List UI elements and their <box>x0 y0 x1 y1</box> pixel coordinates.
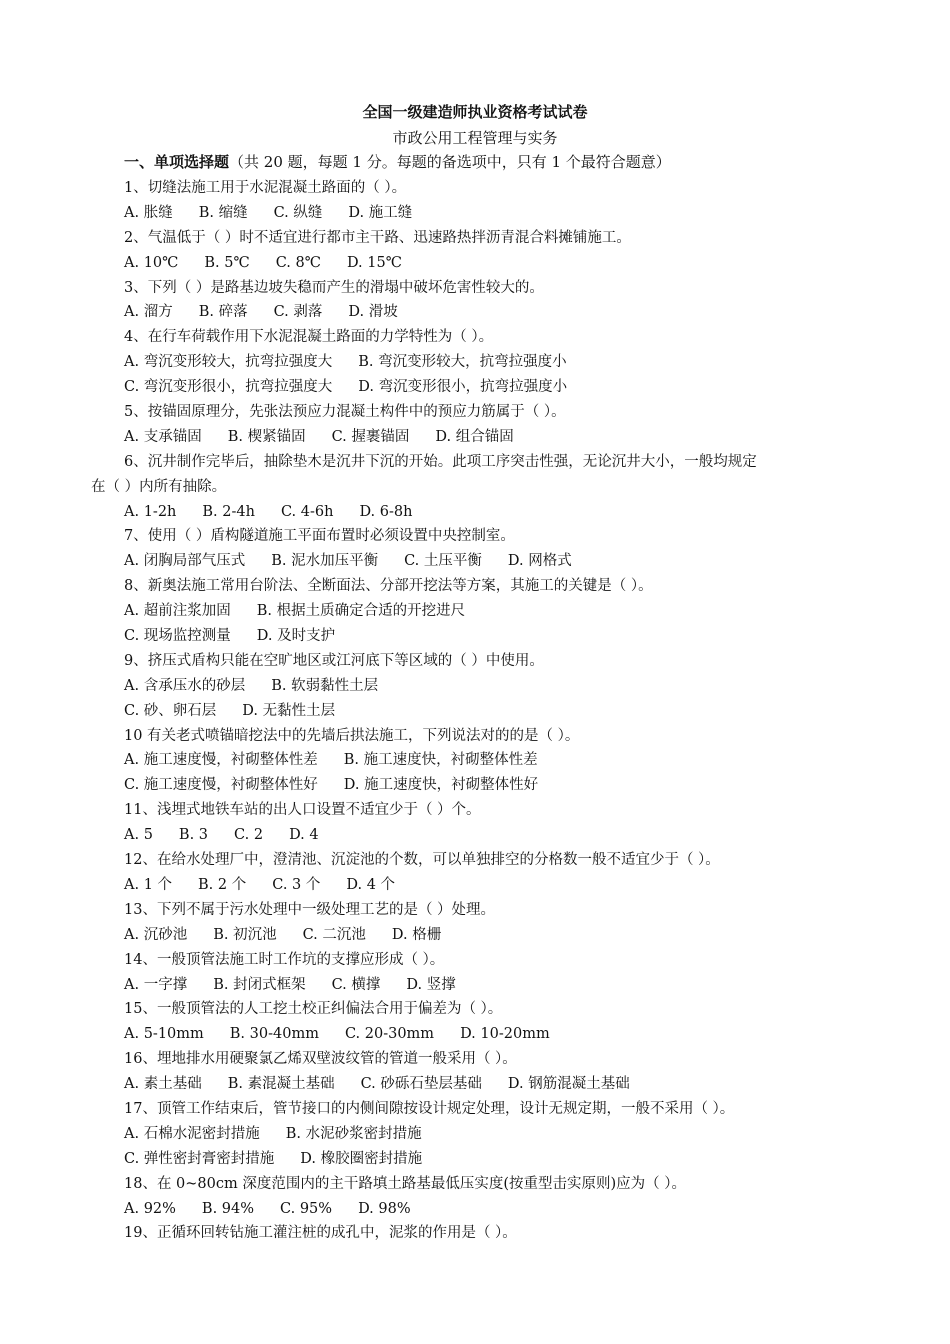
question-text: 12、在给水处理厂中，澄清池、沉淀池的个数，可以单独排空的分格数一般不适宜少于（ ）。 <box>124 852 720 869</box>
answer-option: D. 组合锚固 <box>435 428 514 445</box>
answer-option: D. 4 个 <box>346 876 396 893</box>
answer-option: D. 竖撑 <box>406 976 456 993</box>
answer-option: C. 二沉池 <box>302 926 366 943</box>
answer-option: D. 施工速度快，衬砌整体性好 <box>343 777 539 794</box>
option-row <box>91 773 871 798</box>
answer-option: B. 软弱黏性土层 <box>271 677 379 694</box>
answer-option: A. 一字撑 <box>124 976 188 993</box>
option-row <box>91 1122 871 1147</box>
question-text: 17、顶管工作结束后，管节接口的内侧间隙按设计规定处理，设计无规定期，一般不采用（ ）。 <box>124 1100 735 1117</box>
answer-option: B. 楔紧锚固 <box>227 428 306 445</box>
answer-option: C. 弯沉变形很小，抗弯拉强度大 <box>124 379 333 396</box>
question-text: 19、正循环回转钻施工灌注桩的成孔中，泥浆的作用是（ ）。 <box>124 1225 517 1242</box>
answer-option: A. 施工速度慢，衬砌整体性差 <box>124 752 318 769</box>
answer-option: B. 泥水加压平衡 <box>271 553 379 570</box>
section-heading-row <box>124 151 671 172</box>
answer-option: A. 支承锚固 <box>124 428 202 445</box>
answer-option: A. 92% <box>124 1200 176 1217</box>
exam-title: 全国一级建造师执业资格考试试卷 <box>362 103 588 121</box>
answer-option: D. 98% <box>358 1200 411 1217</box>
question-text: 2、气温低于（ ）时不适宜进行都市主干路、迅速路热拌沥青混合料摊铺施工。 <box>124 229 631 246</box>
option-row <box>91 624 871 649</box>
answer-option: B. 94% <box>201 1200 255 1217</box>
answer-option: A. 含承压水的砂层 <box>124 677 246 694</box>
option-row <box>91 350 871 375</box>
answer-option: C. 砂砾石垫层基础 <box>360 1076 482 1093</box>
question-text: 14、一般顶管法施工时工作坑的支撑应形成（ ）。 <box>124 951 445 968</box>
question-text: 7、使用（ ）盾构隧道施工平面布置时必须设置中央控制室。 <box>124 528 515 545</box>
answer-option: B. 水泥砂浆密封措施 <box>285 1125 422 1142</box>
section-heading: 一、单项选择题 <box>124 153 230 171</box>
answer-option: A. 素土基础 <box>124 1076 202 1093</box>
question-text: 10 有关老式喷锚暗挖法中的先墙后拱法施工，下列说法对的的是（ ）。 <box>124 727 580 744</box>
answer-option: C. 握裹锚固 <box>331 428 410 445</box>
answer-option: D. 弯沉变形很小，抗弯拉强度小 <box>358 379 568 396</box>
option-row <box>91 549 871 574</box>
answer-option: B. 3 <box>178 827 209 844</box>
answer-option: B. 碎落 <box>198 304 248 321</box>
answer-option: C. 砂、卵石层 <box>124 702 217 719</box>
option-row <box>91 873 871 898</box>
question-text: 8、新奥法施工常用台阶法、全断面法、分部开挖法等方案，其施工的关键是（ ）。 <box>124 578 653 595</box>
answer-option: B. 2 个 <box>198 876 247 893</box>
option-row <box>91 1197 871 1222</box>
answer-option: A. 弯沉变形较大，抗弯拉强度大 <box>124 354 333 371</box>
answer-option: D. 滑坡 <box>348 304 398 321</box>
answer-option: D. 10-20mm <box>460 1026 550 1043</box>
answer-option: B. 封闭式框架 <box>213 976 306 993</box>
question-text: 18、在 0~80cm 深度范围内的主干路填土路基最低压实度(按重型击实原则)应为（ ）。 <box>124 1175 687 1192</box>
answer-option: C. 95% <box>280 1200 333 1217</box>
question-text: 5、按锚固原理分，先张法预应力混凝土构件中的预应力筋属于（ ）。 <box>124 404 566 421</box>
answer-option: D. 无黏性土层 <box>242 702 336 719</box>
answer-option: A. 溜方 <box>124 304 173 321</box>
answer-option: C. 横撑 <box>331 976 381 993</box>
answer-option: C. 纵缝 <box>273 204 323 221</box>
answer-option: C. 剥落 <box>273 304 323 321</box>
answer-option: A. 沉砂池 <box>124 926 188 943</box>
answer-option: C. 2 <box>234 827 264 844</box>
option-row <box>91 375 871 400</box>
answer-option: B. 根据土质确定合适的开挖进尺 <box>256 603 466 620</box>
answer-option: C. 弹性密封膏密封措施 <box>124 1150 275 1167</box>
question-text: 9、挤压式盾构只能在空旷地区或江河底下等区域的（ ）中使用。 <box>124 652 544 669</box>
answer-option: B. 施工速度快，衬砌整体性差 <box>343 752 538 769</box>
answer-option: D. 4 <box>289 827 319 844</box>
option-row <box>91 823 871 848</box>
answer-option: B. 30-40mm <box>229 1026 319 1043</box>
option-row <box>91 674 871 699</box>
answer-option: D. 钢筋混凝土基础 <box>507 1076 630 1093</box>
option-row <box>91 1147 871 1172</box>
answer-option: C. 8℃ <box>275 254 321 271</box>
option-row <box>91 201 871 226</box>
answer-option: C. 4-6h <box>280 503 334 520</box>
question-list <box>91 176 871 1246</box>
answer-option: C. 土压平衡 <box>404 553 482 570</box>
question-text-continued: 在（ ）内所有抽除。 <box>91 478 227 495</box>
section-note: （共 20 题，每题 1 分。每题的备选项中，只有 1 个最符合题意） <box>229 153 671 171</box>
option-row <box>91 923 871 948</box>
option-row <box>91 973 871 998</box>
question-text: 16、埋地排水用硬聚氯乙烯双壁波纹管的管道一般采用（ ）。 <box>124 1051 517 1068</box>
answer-option: B. 2-4h <box>202 503 255 520</box>
option-row <box>91 599 871 624</box>
answer-option: A. 5 <box>124 827 153 844</box>
answer-option: D. 及时支护 <box>256 628 336 645</box>
question-text: 6、沉井制作完毕后，抽除垫木是沉井下沉的开始。此项工序突击性强，无论沉井大小，一般均规定 <box>124 453 757 470</box>
answer-option: C. 现场监控测量 <box>124 628 231 645</box>
answer-option: D. 6-8h <box>359 503 413 520</box>
answer-option: D. 施工缝 <box>348 204 413 221</box>
option-row <box>91 251 871 276</box>
option-row <box>91 300 871 325</box>
question-text: 1、切缝法施工用于水泥混凝土路面的（ ）。 <box>124 180 407 196</box>
question-text: 13、下列不属于污水处理中一级处理工艺的是（ ）处理。 <box>124 901 496 918</box>
answer-option: D. 15℃ <box>346 254 402 271</box>
question-text: 3、下列（ ）是路基边坡失稳而产生的滑塌中破坏危害性较大的。 <box>124 279 544 296</box>
option-row <box>91 1072 871 1097</box>
answer-option: A. 5-10mm <box>124 1026 204 1043</box>
answer-option: A. 胀缝 <box>124 204 173 221</box>
answer-option: C. 3 个 <box>272 876 321 893</box>
answer-option: A. 闭胸局部气压式 <box>124 553 246 570</box>
answer-option: B. 素混凝土基础 <box>227 1076 335 1093</box>
answer-option: D. 网格式 <box>507 553 572 570</box>
option-row <box>91 1022 871 1047</box>
question-text: 4、在行车荷载作用下水泥混凝土路面的力学特性为（ ）。 <box>124 329 494 346</box>
answer-option: B. 初沉池 <box>213 926 277 943</box>
answer-option: A. 10℃ <box>124 254 179 271</box>
answer-option: D. 橡胶圈密封措施 <box>300 1150 423 1167</box>
answer-option: A. 1 个 <box>124 876 173 893</box>
answer-option: D. 格栅 <box>391 926 442 943</box>
answer-option: A. 1-2h <box>124 503 177 520</box>
option-row <box>91 699 871 724</box>
answer-option: B. 5℃ <box>204 254 250 271</box>
answer-option: C. 20-30mm <box>344 1026 435 1043</box>
option-row <box>91 425 871 450</box>
question-text: 11、浅埋式地铁车站的出人口设置不适宜少于（ ）个。 <box>124 802 481 819</box>
question-text: 15、一般顶管法的人工挖土校正纠偏法合用于偏差为（ ）。 <box>124 1001 503 1018</box>
option-row <box>91 748 871 773</box>
answer-option: B. 缩缝 <box>198 204 248 221</box>
answer-option: A. 超前注浆加固 <box>124 603 231 620</box>
exam-subtitle: 市政公用工程管理与实务 <box>392 129 558 147</box>
answer-option: C. 施工速度慢，衬砌整体性好 <box>124 777 318 794</box>
answer-option: B. 弯沉变形较大，抗弯拉强度小 <box>358 354 567 371</box>
option-row <box>91 500 871 525</box>
answer-option: A. 石棉水泥密封措施 <box>124 1125 260 1142</box>
